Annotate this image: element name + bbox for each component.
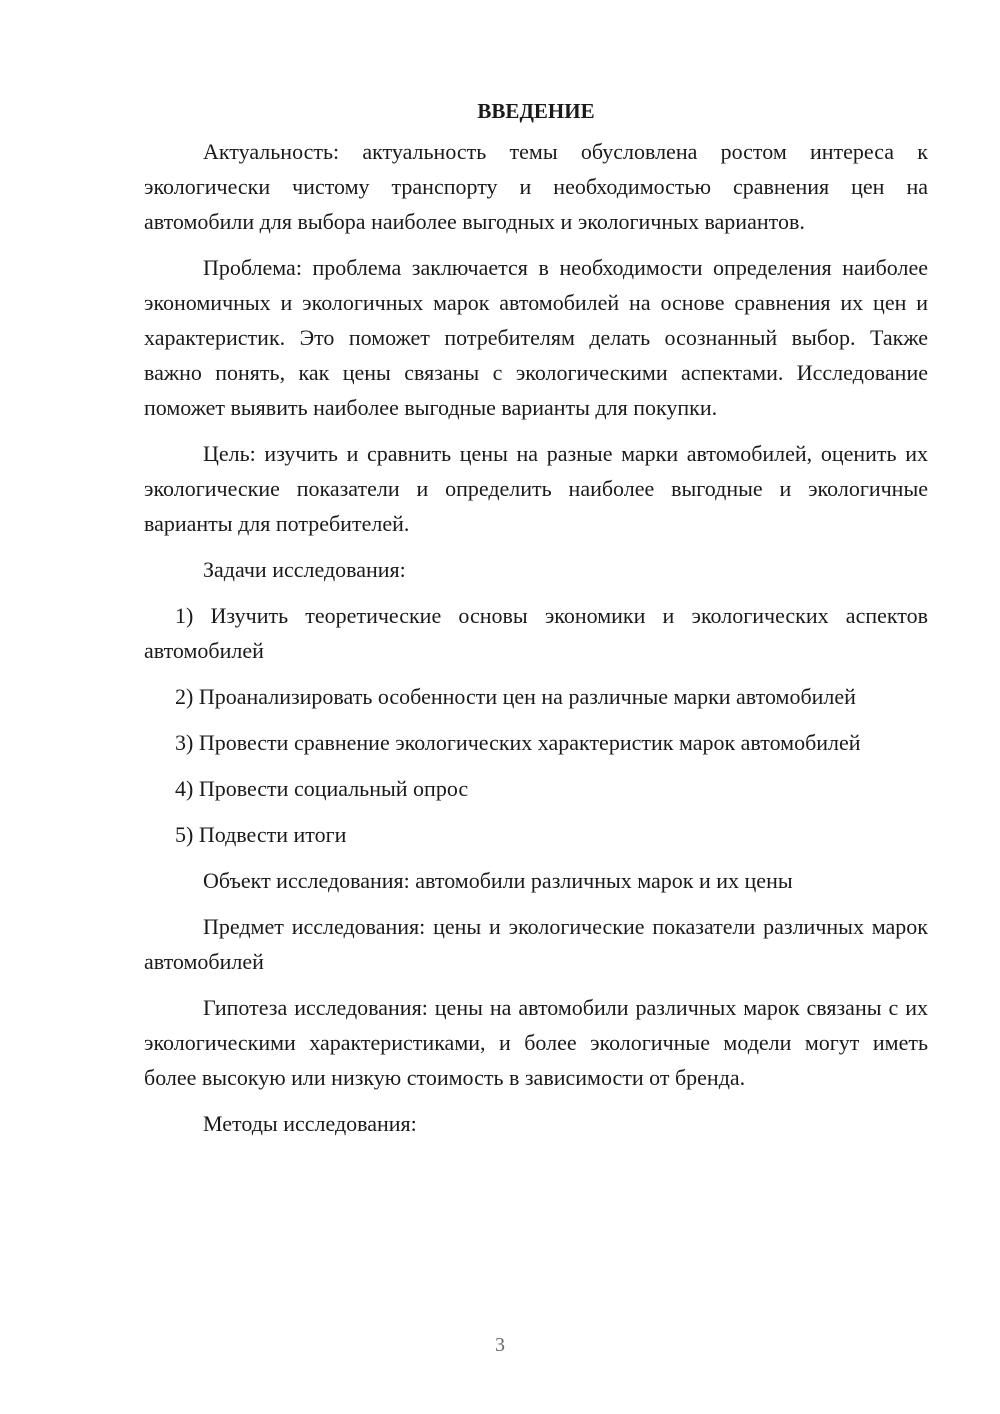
task-item-2: 2) Проанализировать особенности цен на различные марки автомобилей <box>175 684 856 709</box>
page-content <box>144 96 928 1152</box>
task-item-4: 4) Провести социальный опрос <box>175 776 469 801</box>
relevance-paragraph: Актуальность: актуальность темы обусловлена ростом интереса к экологически чистому транспорту и необходимостью сравнения цен на автомобили для выбора наиболее выгодных и экологичных вариантов. <box>144 139 928 234</box>
tasks-heading: Задачи исследования: <box>203 557 406 582</box>
task-item-5: 5) Подвести итоги <box>175 822 347 847</box>
page-title: ВВЕДЕНИЕ <box>477 99 595 123</box>
goal-paragraph: Цель: изучить и сравнить цены на разные марки автомобилей, оценить их экологические показатели и определить наиболее выгодные и экологичные варианты для потребителей. <box>144 441 928 536</box>
hypothesis-paragraph: Гипотеза исследования: цены на автомобили различных марок связаны с их экологическими характеристиками, и более экологичные модели могут иметь более высокую или низкую стоимость в зависимости от бренда. <box>144 995 928 1090</box>
research-subject-paragraph: Предмет исследования: цены и экологические показатели различных марок автомобилей <box>144 914 928 974</box>
methods-heading: Методы исследования: <box>203 1111 417 1136</box>
page-number: 3 <box>495 1334 505 1356</box>
task-item-3: 3) Провести сравнение экологических характеристик марок автомобилей <box>175 730 861 755</box>
problem-paragraph: Проблема: проблема заключается в необходимости определения наиболее экономичных и экологичных марок автомобилей на основе сравнения их цен и характеристик. Это поможет потребителям делать осознанный выбор. Также важно понять, как цены связаны с экологическими аспектами. Исследование поможет выявить наиболее выгодные варианты для покупки. <box>144 255 928 420</box>
research-object-paragraph: Объект исследования: автомобили различных марок и их цены <box>203 868 793 893</box>
task-item-1: 1) Изучить теоретические основы экономики и экологических аспектов автомобилей <box>144 603 928 663</box>
